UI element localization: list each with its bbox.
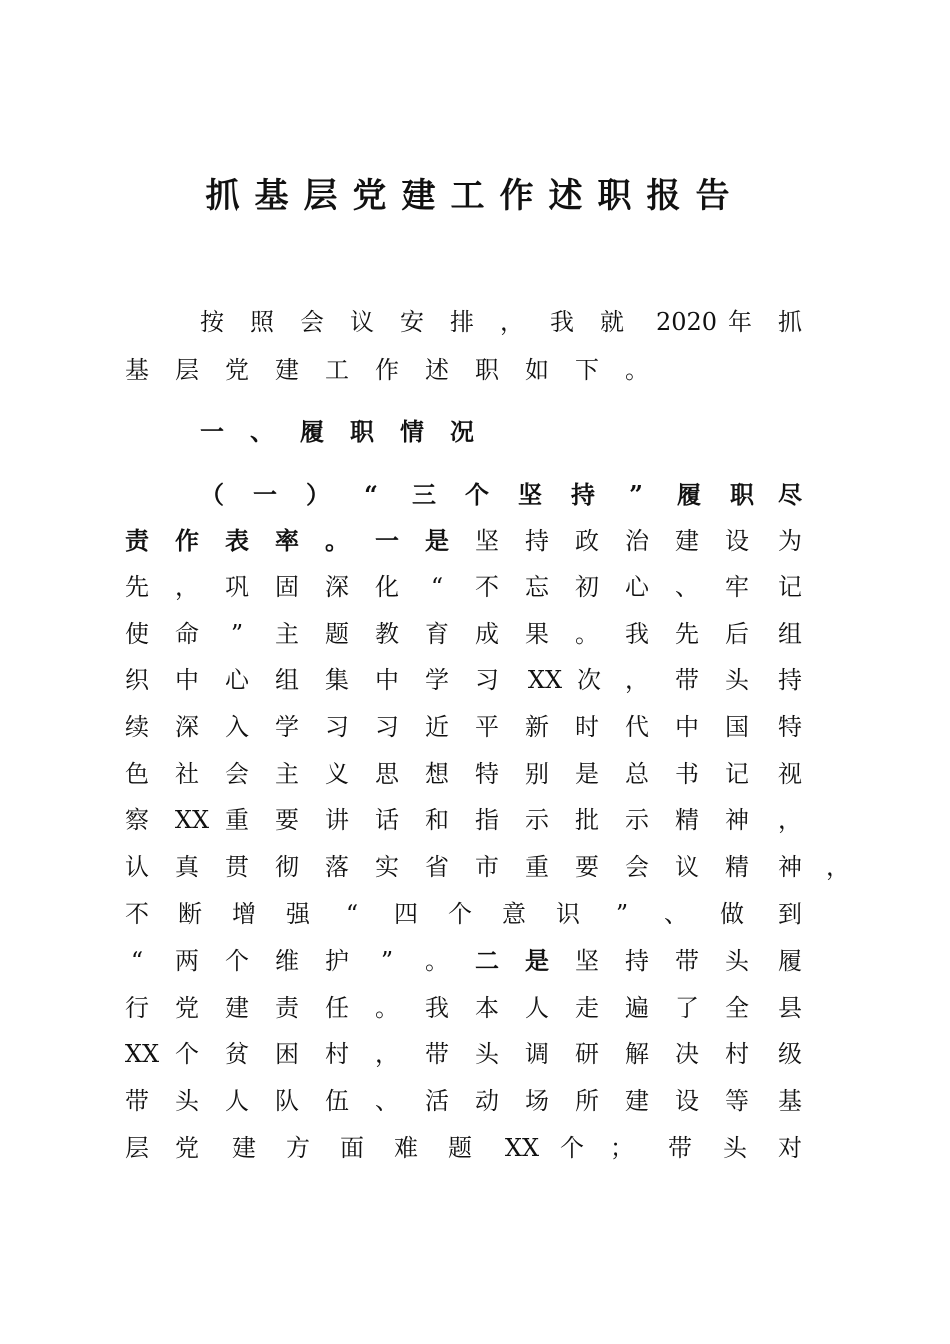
text-glyph: 2020 [656, 308, 718, 336]
text-glyph: 伍 [325, 1087, 349, 1115]
text-glyph: ， [826, 853, 850, 881]
text-glyph: 党 [225, 356, 249, 384]
text-glyph: 四 [394, 900, 418, 928]
text-glyph: 一 [253, 480, 277, 509]
text-glyph: 心 [625, 573, 649, 601]
text-glyph: 级 [778, 1040, 802, 1068]
text-glyph: 。 [425, 947, 449, 975]
text-glyph: 时 [575, 713, 599, 741]
text-glyph: 神 [778, 853, 802, 881]
text-glyph: 不 [475, 573, 499, 601]
text-glyph: 设 [725, 527, 749, 555]
text-glyph: 履 [677, 480, 701, 509]
text-line [0, 304, 950, 340]
text-glyph: 次 [577, 666, 601, 694]
text-glyph: 县 [778, 994, 802, 1022]
text-glyph: 记 [725, 760, 749, 788]
text-glyph: 察 [125, 806, 149, 834]
text-glyph: 议 [350, 308, 374, 336]
text-glyph: “ [430, 573, 444, 601]
text-glyph: 神 [725, 806, 749, 834]
text-glyph: 。 [325, 526, 349, 555]
text-glyph: 会 [300, 308, 324, 336]
text-glyph: 履 [778, 947, 802, 975]
text-line [0, 414, 950, 450]
text-glyph: 、 [664, 900, 688, 928]
text-glyph: 主 [275, 760, 299, 788]
text-glyph: 头 [175, 1087, 199, 1115]
text-glyph: 排 [450, 308, 474, 336]
text-glyph: 作 [175, 526, 199, 555]
text-glyph: 指 [475, 806, 499, 834]
text-glyph: 遍 [625, 994, 649, 1022]
text-glyph: 记 [778, 573, 802, 601]
text-glyph: 书 [675, 760, 699, 788]
text-glyph: 下 [575, 356, 599, 384]
text-glyph: 会 [625, 853, 649, 881]
text-glyph: 坚 [518, 480, 542, 509]
text-glyph: 难 [394, 1134, 418, 1162]
text-glyph: 义 [325, 760, 349, 788]
text-line [0, 352, 950, 388]
text-glyph: 持 [571, 480, 595, 509]
text-glyph: 、 [250, 417, 274, 446]
text-glyph: 层 [175, 356, 199, 384]
text-glyph: 认 [125, 853, 149, 881]
text-glyph: 村 [725, 1040, 749, 1068]
text-glyph: 彻 [275, 853, 299, 881]
text-glyph: 层 [125, 1134, 149, 1162]
text-glyph: 头 [725, 666, 749, 694]
text-glyph: 率 [275, 526, 299, 555]
text-glyph: 、 [375, 1087, 399, 1115]
text-line [0, 756, 950, 792]
text-glyph: 头 [475, 1040, 499, 1068]
text-glyph: 中 [175, 666, 199, 694]
text-glyph: 题 [448, 1134, 472, 1162]
text-glyph: 教 [375, 620, 399, 648]
text-glyph: 续 [125, 713, 149, 741]
text-glyph: 我 [550, 308, 574, 336]
text-glyph: 建 [675, 527, 699, 555]
text-glyph: 表 [225, 526, 249, 555]
text-glyph: 一 [200, 417, 224, 446]
text-glyph: 走 [575, 994, 599, 1022]
text-glyph: 使 [125, 620, 149, 648]
text-glyph: 到 [778, 900, 802, 928]
text-line [0, 896, 950, 932]
text-glyph: 是 [525, 946, 549, 975]
text-glyph: 新 [525, 713, 549, 741]
text-line [0, 990, 950, 1026]
text-glyph: 做 [720, 900, 744, 928]
text-glyph: ， [500, 308, 524, 336]
text-glyph: 命 [175, 620, 199, 648]
text-glyph: 维 [275, 947, 299, 975]
text-glyph: 困 [275, 1040, 299, 1068]
text-glyph: 想 [425, 760, 449, 788]
text-line [0, 802, 950, 838]
text-glyph: 基 [125, 356, 149, 384]
text-glyph: 习 [475, 666, 499, 694]
text-glyph: 。 [625, 356, 649, 384]
text-glyph: 履 [300, 417, 324, 446]
text-glyph: 全 [725, 994, 749, 1022]
text-glyph: ， [778, 806, 802, 834]
text-glyph: ） [306, 480, 330, 509]
text-glyph: XX [124, 1040, 160, 1068]
text-glyph: 化 [375, 573, 399, 601]
text-glyph: 面 [340, 1134, 364, 1162]
text-glyph: 总 [625, 760, 649, 788]
text-glyph: 研 [575, 1040, 599, 1068]
text-glyph: 建 [625, 1087, 649, 1115]
text-glyph: 精 [675, 806, 699, 834]
text-glyph: 精 [725, 853, 749, 881]
text-glyph: 所 [575, 1087, 599, 1115]
text-glyph: 先 [675, 620, 699, 648]
text-glyph: 个 [465, 480, 489, 509]
text-glyph: 人 [225, 1087, 249, 1115]
text-line [0, 1036, 950, 1072]
text-glyph: 抓 [778, 308, 802, 336]
text-glyph: 示 [625, 806, 649, 834]
text-glyph: 况 [450, 417, 474, 446]
text-glyph: 行 [125, 994, 149, 1022]
text-glyph: 讲 [325, 806, 349, 834]
text-glyph: 市 [475, 853, 499, 881]
text-glyph: 中 [675, 713, 699, 741]
text-glyph: 识 [556, 900, 580, 928]
text-glyph: 为 [778, 527, 802, 555]
text-glyph: 述 [425, 356, 449, 384]
text-glyph: 批 [575, 806, 599, 834]
text-glyph: 、 [675, 573, 699, 601]
text-glyph: 组 [275, 666, 299, 694]
text-glyph: 个 [448, 900, 472, 928]
text-glyph: 建 [232, 1134, 256, 1162]
text-glyph: 按 [200, 308, 224, 336]
text-glyph: 持 [778, 666, 802, 694]
text-glyph: 决 [675, 1040, 699, 1068]
text-glyph: 忘 [525, 573, 549, 601]
text-line [0, 523, 950, 559]
text-glyph: 巩 [225, 573, 249, 601]
text-glyph: “ [345, 900, 359, 928]
text-glyph: 个 [225, 947, 249, 975]
text-glyph: 贯 [225, 853, 249, 881]
text-glyph: 话 [375, 806, 399, 834]
text-glyph: 牢 [725, 573, 749, 601]
text-glyph: 固 [275, 573, 299, 601]
text-glyph: 职 [350, 417, 374, 446]
text-glyph: 调 [525, 1040, 549, 1068]
text-glyph: 不 [125, 900, 149, 928]
text-glyph: 真 [175, 853, 199, 881]
text-glyph: ” [230, 620, 244, 648]
text-glyph: ， [625, 666, 649, 694]
text-glyph: “ [364, 480, 378, 509]
text-glyph: 职 [730, 480, 754, 509]
text-glyph: 我 [625, 620, 649, 648]
text-glyph: 题 [325, 620, 349, 648]
text-glyph: 设 [675, 1087, 699, 1115]
text-glyph: XX [174, 806, 210, 834]
text-glyph: 织 [125, 666, 149, 694]
text-glyph: 视 [778, 760, 802, 788]
document-title: 抓基层党建工作述职报告 [205, 176, 745, 216]
text-glyph: 三 [412, 480, 436, 509]
text-glyph: 深 [325, 573, 349, 601]
text-glyph: 强 [286, 900, 310, 928]
text-glyph: 坚 [475, 527, 499, 555]
text-glyph: 个 [560, 1134, 584, 1162]
text-glyph: 带 [668, 1134, 692, 1162]
text-glyph: （ [200, 480, 224, 509]
text-glyph: 就 [600, 308, 624, 336]
text-glyph: 断 [178, 900, 202, 928]
text-glyph: XX [504, 1134, 540, 1162]
text-glyph: 示 [525, 806, 549, 834]
text-glyph: 二 [475, 946, 499, 975]
text-glyph: 社 [175, 760, 199, 788]
text-glyph: 近 [425, 713, 449, 741]
text-glyph: 别 [525, 760, 549, 788]
text-line [0, 616, 950, 652]
text-glyph: 持 [525, 527, 549, 555]
text-glyph: 带 [425, 1040, 449, 1068]
text-glyph: 习 [375, 713, 399, 741]
text-glyph: 初 [575, 573, 599, 601]
text-glyph: XX [527, 666, 563, 694]
text-line [0, 662, 950, 698]
text-glyph: 一 [375, 526, 399, 555]
text-glyph: 育 [425, 620, 449, 648]
text-glyph: 年 [728, 308, 752, 336]
text-glyph: 色 [125, 760, 149, 788]
text-glyph: 深 [175, 713, 199, 741]
text-glyph: 集 [325, 666, 349, 694]
text-glyph: 带 [125, 1087, 149, 1115]
text-glyph: 平 [475, 713, 499, 741]
text-glyph: 安 [400, 308, 424, 336]
text-glyph: 持 [625, 947, 649, 975]
text-glyph: 落 [325, 853, 349, 881]
text-glyph: 重 [525, 853, 549, 881]
text-glyph: 头 [723, 1134, 747, 1162]
text-glyph: 本 [475, 994, 499, 1022]
text-line [0, 849, 950, 885]
text-glyph: 学 [425, 666, 449, 694]
text-glyph: 头 [725, 947, 749, 975]
text-glyph: ， [175, 573, 199, 601]
text-glyph: 入 [225, 713, 249, 741]
text-glyph: 我 [425, 994, 449, 1022]
text-glyph: 护 [325, 947, 349, 975]
text-glyph: 要 [575, 853, 599, 881]
text-glyph: 学 [275, 713, 299, 741]
text-glyph: 方 [286, 1134, 310, 1162]
text-glyph: 尽 [778, 480, 802, 509]
text-glyph: 工 [325, 356, 349, 384]
text-glyph: 责 [125, 526, 149, 555]
text-line [0, 709, 950, 745]
text-glyph: 对 [778, 1134, 802, 1162]
text-glyph: 建 [225, 994, 249, 1022]
text-glyph: 主 [275, 620, 299, 648]
text-glyph: 。 [375, 994, 399, 1022]
text-glyph: 思 [375, 760, 399, 788]
text-glyph: 作 [375, 356, 399, 384]
text-glyph: 人 [525, 994, 549, 1022]
text-glyph: 特 [475, 760, 499, 788]
text-glyph: 党 [175, 994, 199, 1022]
text-glyph: 职 [475, 356, 499, 384]
text-glyph: 和 [425, 806, 449, 834]
text-glyph: 责 [275, 994, 299, 1022]
text-glyph: 国 [725, 713, 749, 741]
text-glyph: 省 [425, 853, 449, 881]
text-glyph: 后 [725, 620, 749, 648]
text-line [0, 1130, 950, 1166]
text-glyph: 中 [375, 666, 399, 694]
text-glyph: 治 [625, 527, 649, 555]
text-glyph: 照 [250, 308, 274, 336]
text-glyph: 成 [475, 620, 499, 648]
text-line [0, 943, 950, 979]
text-glyph: ； [610, 1134, 634, 1162]
text-glyph: 果 [525, 620, 549, 648]
text-line [0, 1083, 950, 1119]
text-glyph: 增 [232, 900, 256, 928]
text-glyph: 了 [675, 994, 699, 1022]
text-glyph: 建 [275, 356, 299, 384]
text-glyph: ” [380, 947, 394, 975]
text-glyph: 心 [225, 666, 249, 694]
text-glyph: 两 [175, 947, 199, 975]
text-glyph: 贫 [225, 1040, 249, 1068]
text-glyph: 先 [125, 573, 149, 601]
text-glyph: 带 [675, 666, 699, 694]
text-glyph: 情 [400, 417, 424, 446]
text-glyph: 政 [575, 527, 599, 555]
text-glyph: 是 [425, 526, 449, 555]
text-glyph: 解 [625, 1040, 649, 1068]
text-glyph: ” [615, 900, 629, 928]
text-glyph: 组 [778, 620, 802, 648]
text-glyph: 如 [525, 356, 549, 384]
text-glyph: 实 [375, 853, 399, 881]
text-glyph: 代 [625, 713, 649, 741]
text-glyph: 坚 [575, 947, 599, 975]
text-glyph: 个 [175, 1040, 199, 1068]
text-glyph: 活 [425, 1087, 449, 1115]
text-glyph: 是 [575, 760, 599, 788]
text-glyph: 特 [778, 713, 802, 741]
text-glyph: 重 [225, 806, 249, 834]
text-glyph: 村 [325, 1040, 349, 1068]
text-glyph: 议 [675, 853, 699, 881]
text-glyph: 意 [502, 900, 526, 928]
text-glyph: 带 [675, 947, 699, 975]
text-glyph: 要 [275, 806, 299, 834]
text-glyph: 队 [275, 1087, 299, 1115]
text-glyph: 动 [475, 1087, 499, 1115]
text-line [0, 477, 950, 513]
text-glyph: 基 [778, 1087, 802, 1115]
text-glyph: ， [375, 1040, 399, 1068]
text-glyph: 党 [175, 1134, 199, 1162]
text-glyph: 。 [575, 620, 599, 648]
text-glyph: 等 [725, 1087, 749, 1115]
text-glyph: 会 [225, 760, 249, 788]
text-glyph: ” [629, 480, 643, 509]
text-glyph: 场 [525, 1087, 549, 1115]
text-line [0, 569, 950, 605]
text-glyph: 习 [325, 713, 349, 741]
text-glyph: “ [130, 947, 144, 975]
text-glyph: 任 [325, 994, 349, 1022]
